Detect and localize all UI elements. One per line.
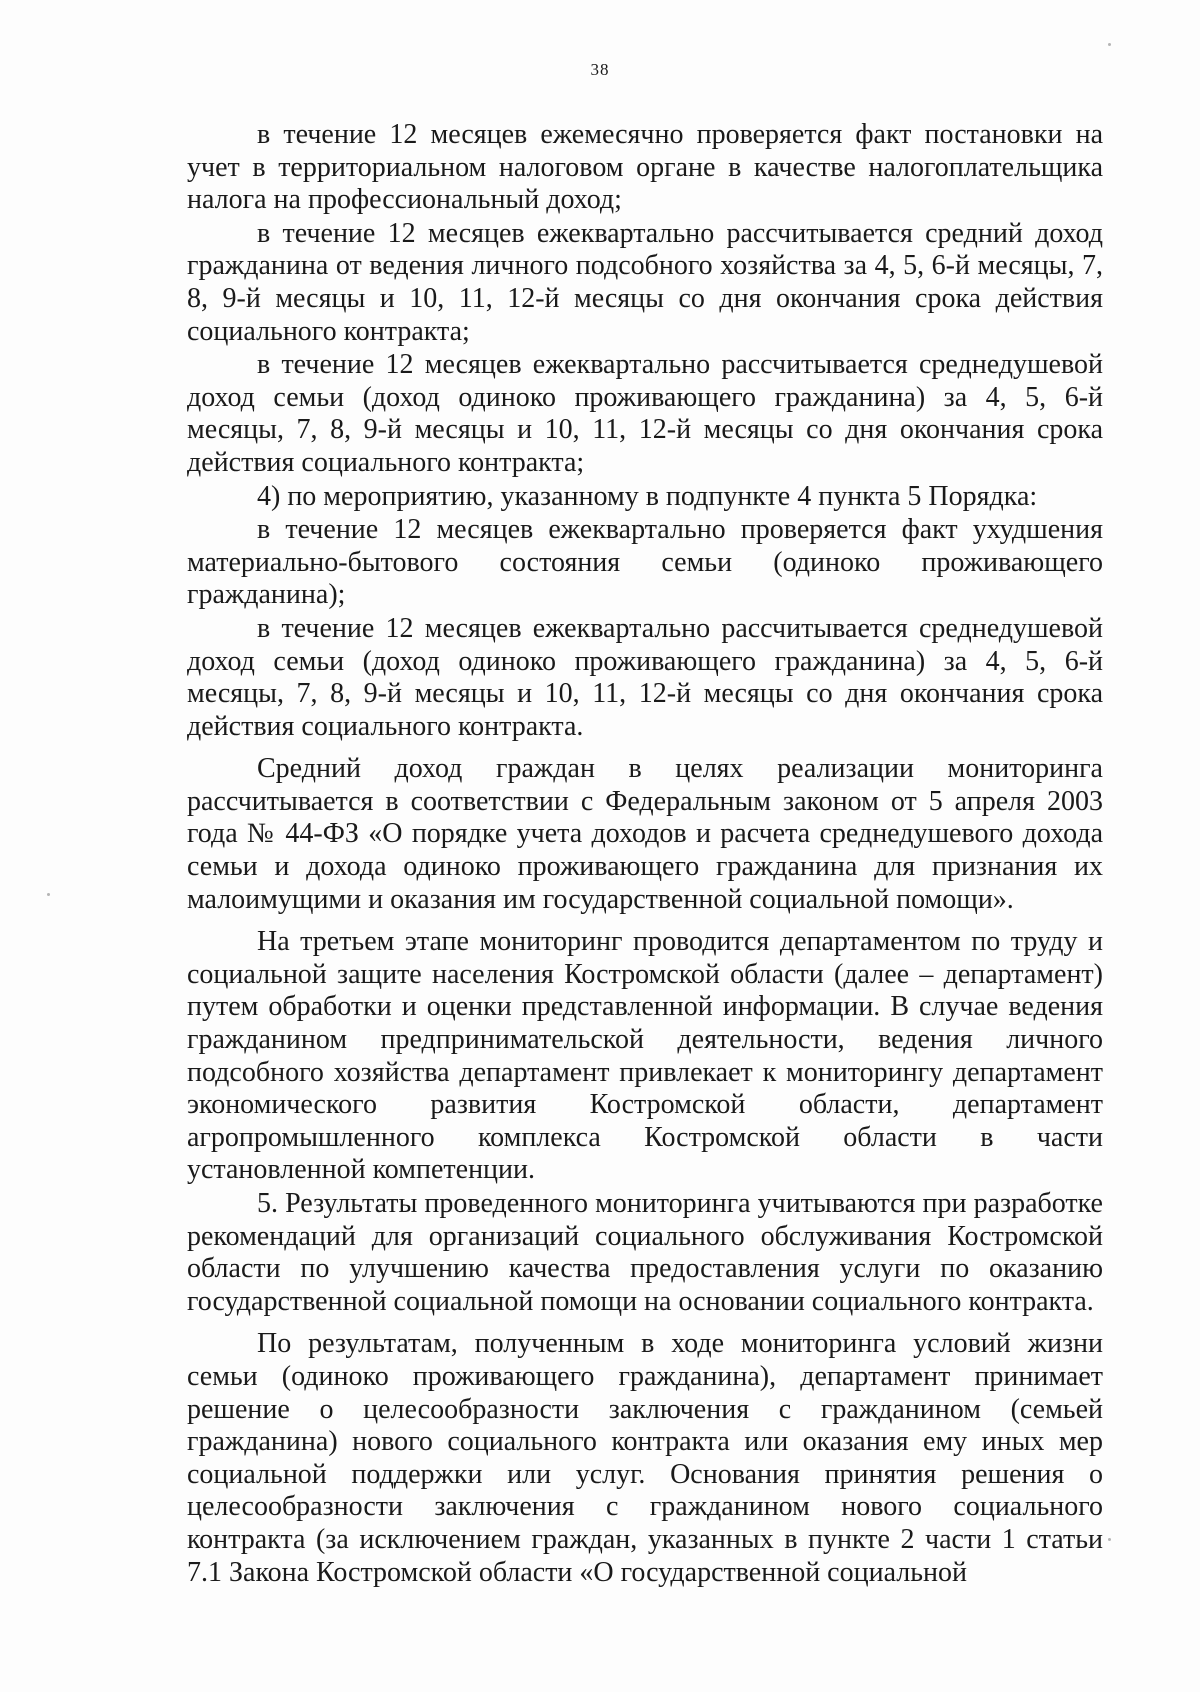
- paragraph-income-tax-check: в течение 12 месяцев ежемесячно проверяется факт постановки на учет в территориальном налоговом органе в качестве налогоплательщика налога на профессиональный доход;: [187, 119, 1103, 216]
- scan-speck: [1108, 1538, 1111, 1541]
- document-body: [187, 119, 1103, 1589]
- scan-speck: [1108, 43, 1111, 46]
- paragraph-third-stage: На третьем этапе мониторинг проводится департаментом по труду и социальной защите населения Костромской области (далее – департамент) путем обработки и оценки представленной информации. В случае ведения гражданином предпринимательской деятельности, ведения личного подсобного хозяйства департамент привлекает к мониторингу департамент экономического развития Костромской области, департамент агропромышленного комплекса Костромской области в части установленной компетенции.: [187, 926, 1103, 1186]
- paragraph-decision: По результатам, полученным в ходе мониторинга условий жизни семьи (одиноко проживающего гражданина), департамент принимает решение о целесообразности заключения с гражданином (семьей гражданина) нового социального контракта или оказания ему иных мер социальной поддержки или услуг. Основания принятия решения о целесообразности заключения с гражданином нового социального контракта (за исключением граждан, указанных в пункте 2 части 1 статьи 7.1 Закона Костромской области «О государственной социальной: [187, 1328, 1103, 1588]
- paragraph-household-income: в течение 12 месяцев ежеквартально рассчитывается средний доход гражданина от ведения личного подсобного хозяйства за 4, 5, 6-й месяцы, 7, 8, 9-й месяцы и 10, 11, 12-й месяцы со дня окончания срока действия социального контракта;: [187, 217, 1103, 347]
- scan-speck: [47, 893, 50, 896]
- paragraph-per-capita-income-2: в течение 12 месяцев ежеквартально рассчитывается среднедушевой доход семьи (доход одиноко проживающего гражданина) за 4, 5, 6-й месяцы, 7, 8, 9-й месяцы и 10, 11, 12-й месяцы со дня окончания срока действия социального контракта.: [187, 612, 1103, 742]
- paragraph-item-4: 4) по мероприятию, указанному в подпункте 4 пункта 5 Порядка:: [257, 480, 1038, 512]
- paragraph-per-capita-income: в течение 12 месяцев ежеквартально рассчитывается среднедушевой доход семьи (доход одиноко проживающего гражданина) за 4, 5, 6-й месяцы, 7, 8, 9-й месяцы и 10, 11, 12-й месяцы со дня окончания срока действия социального контракта;: [187, 349, 1103, 478]
- page-number: 38: [590, 60, 610, 79]
- paragraph-living-conditions: в течение 12 месяцев ежеквартально проверяется факт ухудшения материально-бытового состояния семьи (одиноко проживающего гражданина);: [187, 514, 1103, 611]
- paragraph-monitoring-results: 5. Результаты проведенного мониторинга учитываются при разработке рекомендаций для организаций социального обслуживания Костромской области по улучшению качества предоставления услуги по оказанию государственной социальной помощи на основании социального контракта.: [187, 1188, 1103, 1317]
- paragraph-average-income-law: Средний доход граждан в целях реализации мониторинга рассчитывается в соответствии с Федеральным законом от 5 апреля 2003 года № 44-ФЗ «О порядке учета доходов и расчета среднедушевого дохода семьи и дохода одиноко проживающего гражданина для признания их малоимущими и оказания им государственной социальной помощи».: [187, 753, 1103, 915]
